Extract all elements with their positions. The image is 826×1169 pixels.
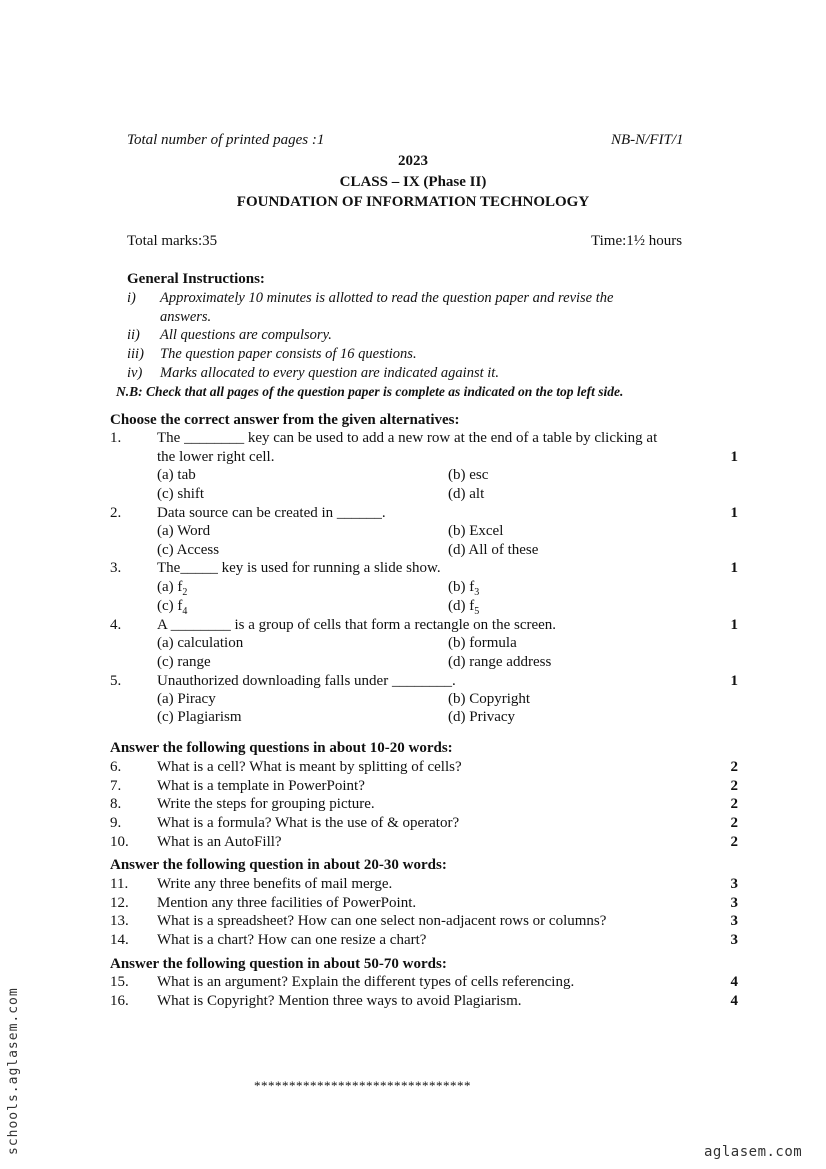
question-mark: 3: [730, 895, 738, 911]
question-text: What is a cell? What is meant by splitting of cells?: [157, 759, 462, 775]
option-subscript: 5: [474, 606, 480, 617]
question-text: Write any three benefits of mail merge.: [157, 876, 393, 892]
instruction-number: iii): [127, 346, 144, 362]
question-text: the lower right cell.: [157, 449, 275, 465]
question-mark: 1: [730, 560, 738, 576]
option: (b) formula: [448, 635, 517, 651]
option: (b) esc: [448, 467, 489, 483]
option-subscript: 4: [182, 606, 188, 617]
question-number: 6.: [110, 759, 122, 775]
option: (d) range address: [448, 654, 552, 670]
question-number: 2.: [110, 505, 122, 521]
question-number: 8.: [110, 796, 122, 812]
instruction-text: answers.: [160, 309, 212, 325]
option-label: (c) f: [157, 598, 183, 614]
end-of-paper-stars: *******************************: [254, 1078, 471, 1093]
question-text: Mention any three facilities of PowerPoint.: [157, 895, 417, 911]
option: (a) calculation: [157, 635, 244, 651]
question-text: Data source can be created in ______.: [157, 505, 386, 521]
question-text: The ________ key can be used to add a new row at the end of a table by clicking at: [157, 430, 658, 446]
question-number: 10.: [110, 834, 129, 850]
option-label: (d) f: [448, 598, 475, 614]
question-number: 9.: [110, 815, 122, 831]
subject-title: FOUNDATION OF INFORMATION TECHNOLOGY: [236, 194, 590, 210]
option: [157, 598, 187, 617]
section-b-heading: Answer the following questions in about 10-20 words:: [110, 740, 453, 756]
option: (a) tab: [157, 467, 196, 483]
time-allowed: Time:1½ hours: [591, 233, 683, 249]
question-mark: 1: [730, 449, 738, 465]
question-mark: 2: [730, 815, 738, 831]
question-number: 11.: [110, 876, 129, 892]
question-text: What is a formula? What is the use of & operator?: [157, 815, 460, 831]
instruction-number: i): [127, 290, 136, 306]
corner-watermark: aglasem.com: [704, 1144, 803, 1160]
total-marks: Total marks:35: [127, 233, 218, 249]
question-text: What is a chart? How can one resize a chart?: [157, 932, 427, 948]
question-number: 13.: [110, 913, 129, 929]
section-c-heading: Answer the following question in about 20-30 words:: [110, 857, 447, 873]
instruction-text: All questions are compulsory.: [160, 327, 332, 343]
instruction-text: Marks allocated to every question are indicated against it.: [160, 365, 499, 381]
option: (c) range: [157, 654, 211, 670]
option: (c) shift: [157, 486, 205, 502]
question-number: 12.: [110, 895, 129, 911]
class-title: CLASS – IX (Phase II): [339, 174, 487, 190]
option: (c) Plagiarism: [157, 709, 242, 725]
question-number: 14.: [110, 932, 129, 948]
option: (a) Word: [157, 523, 211, 539]
option-subscript: 2: [182, 587, 188, 598]
section-a-heading: Choose the correct answer from the given alternatives:: [110, 412, 460, 428]
question-text: What is a template in PowerPoint?: [157, 778, 365, 794]
paper-code: NB-N/FIT/1: [611, 132, 684, 148]
option: (a) Piracy: [157, 691, 216, 707]
instruction-number: iv): [127, 365, 143, 381]
option: [448, 598, 479, 617]
question-text: What is an AutoFill?: [157, 834, 282, 850]
option: [448, 579, 479, 598]
question-number: 1.: [110, 430, 122, 446]
question-number: 7.: [110, 778, 122, 794]
option: (d) Privacy: [448, 709, 516, 725]
option: (d) All of these: [448, 542, 539, 558]
question-text: Unauthorized downloading falls under ________.: [157, 673, 456, 689]
question-number: 15.: [110, 974, 129, 990]
question-mark: 3: [730, 876, 738, 892]
option-subscript: 3: [474, 587, 480, 598]
instruction-text: Approximately 10 minutes is allotted to read the question paper and revise the: [160, 290, 614, 306]
option-label: (b) f: [448, 579, 475, 595]
option: [157, 579, 187, 598]
question-number: 3.: [110, 560, 122, 576]
question-number: 4.: [110, 617, 122, 633]
instruction-text: The question paper consists of 16 questions.: [160, 346, 417, 362]
option: (b) Copyright: [448, 691, 531, 707]
question-text: Write the steps for grouping picture.: [157, 796, 375, 812]
question-mark: 3: [730, 913, 738, 929]
question-mark: 1: [730, 617, 738, 633]
section-d-heading: Answer the following question in about 50-70 words:: [110, 956, 447, 972]
option: (d) alt: [448, 486, 485, 502]
option: (b) Excel: [448, 523, 504, 539]
instructions-heading: General Instructions:: [127, 271, 265, 287]
question-text: The_____ key is used for running a slide show.: [157, 560, 441, 576]
printed-pages-note: Total number of printed pages :1: [127, 132, 325, 148]
nb-note: N.B: Check that all pages of the question paper is complete as indicated on the top left side.: [116, 384, 624, 399]
option: (c) Access: [157, 542, 220, 558]
question-mark: 2: [730, 796, 738, 812]
option-label: (a) f: [157, 579, 183, 595]
question-number: 16.: [110, 993, 129, 1009]
question-mark: 1: [730, 505, 738, 521]
question-number: 5.: [110, 673, 122, 689]
question-mark: 2: [730, 834, 738, 850]
side-watermark: schools.aglasem.com: [6, 987, 21, 1155]
question-mark: 2: [730, 778, 738, 794]
question-mark: 4: [730, 993, 738, 1009]
question-text: What is a spreadsheet? How can one select non-adjacent rows or columns?: [157, 913, 607, 929]
question-text: A ________ is a group of cells that form a rectangle on the screen.: [157, 617, 557, 633]
exam-year: 2023: [398, 153, 428, 169]
question-mark: 2: [730, 759, 738, 775]
instruction-number: ii): [127, 327, 140, 343]
question-text: What is an argument? Explain the different types of cells referencing.: [157, 974, 575, 990]
question-mark: 1: [730, 673, 738, 689]
question-mark: 3: [730, 932, 738, 948]
question-text: What is Copyright? Mention three ways to avoid Plagiarism.: [157, 993, 522, 1009]
question-mark: 4: [730, 974, 738, 990]
